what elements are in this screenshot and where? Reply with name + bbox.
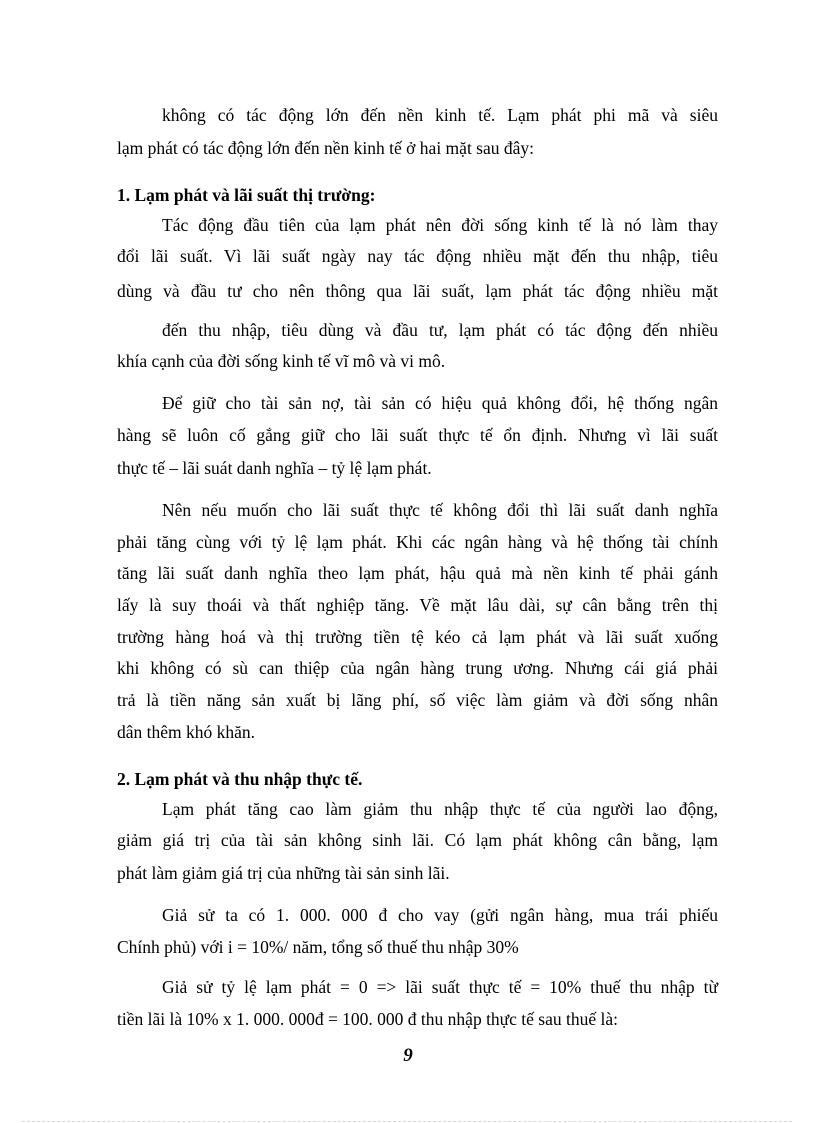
- section-heading-2: 2. Lạm phát và thu nhập thực tế.: [117, 769, 363, 789]
- text-line: Nên nếu muốn cho lãi suất thực tế không đổi thì lãi suất danh nghĩa: [162, 500, 718, 520]
- text-line: không có tác động lớn đến nền kinh tế. Lạm phát phi mã và siêu: [162, 105, 718, 125]
- text-line: thực tế – lãi suát danh nghĩa – tỷ lệ lạm phát.: [117, 458, 432, 478]
- text-line: khi không có sù can thiệp của ngân hàng trung ương. Nhưng cái giá phải: [117, 658, 718, 678]
- text-line: Giả sử tỷ lệ lạm phát = 0 => lãi suất thực tế = 10% thuế thu nhập từ: [162, 977, 718, 997]
- text-line: tăng lãi suất danh nghĩa theo lạm phát, hậu quả mà nền kinh tế phải gánh: [117, 563, 718, 583]
- page-number: 9: [403, 1045, 413, 1066]
- text-line: khía cạnh của đời sống kinh tế vĩ mô và vi mô.: [117, 351, 446, 371]
- text-line: dân thêm khó khăn.: [117, 722, 256, 742]
- text-line: trả là tiền năng sản xuất bị lãng phí, số việc làm giảm và đời sống nhân: [117, 690, 718, 710]
- text-line: Giả sử ta có 1. 000. 000 đ cho vay (gửi ngân hàng, mua trái phiếu: [162, 905, 718, 925]
- text-line: dùng và đầu tư cho nên thông qua lãi suất, lạm phát tác động nhiều mặt: [117, 281, 718, 301]
- text-line: Tác động đầu tiên của lạm phát nên đời sống kinh tế là nó làm thay: [162, 215, 718, 235]
- text-line: phát làm giảm giá trị của những tài sản sinh lãi.: [117, 863, 450, 883]
- text-line: giảm giá trị của tài sản không sinh lãi. Có lạm phát không cân bằng, lạm: [117, 830, 718, 850]
- text-line: phải tăng cùng với tỷ lệ lạm phát. Khi các ngân hàng và hệ thống tài chính: [117, 532, 718, 552]
- text-line: Chính phủ) với i = 10%/ năm, tổng số thuế thu nhập 30%: [117, 937, 519, 957]
- page-bottom-divider: [22, 1121, 792, 1122]
- text-line: đổi lãi suất. Vì lãi suất ngày nay tác động nhiều mặt đến thu nhập, tiêu: [117, 246, 718, 266]
- text-line: lạm phát có tác động lớn đến nền kinh tế ở hai mặt sau đây:: [117, 138, 535, 158]
- section-heading-1: 1. Lạm phát và lãi suất thị trường:: [117, 185, 376, 205]
- text-line: Lạm phát tăng cao làm giảm thu nhập thực tế của người lao động,: [162, 799, 718, 819]
- text-line: Để giữ cho tài sản nợ, tài sản có hiệu quả không đổi, hệ thống ngân: [162, 393, 718, 413]
- text-line: lấy là suy thoái và thất nghiệp tăng. Về mặt lâu dài, sự cân bằng trên thị: [117, 595, 718, 615]
- text-line: tiền lãi là 10% x 1. 000. 000đ = 100. 000 đ thu nhập thực tế sau thuế là:: [117, 1009, 619, 1029]
- text-line: đến thu nhập, tiêu dùng và đầu tư, lạm phát có tác động đến nhiều: [162, 320, 718, 340]
- text-line: trường hàng hoá và thị trường tiền tệ kéo cả lạm phát và lãi suất xuống: [117, 627, 718, 647]
- text-line: hàng sẽ luôn cố gắng giữ cho lãi suất thực tế ổn định. Nhưng vì lãi suất: [117, 425, 718, 445]
